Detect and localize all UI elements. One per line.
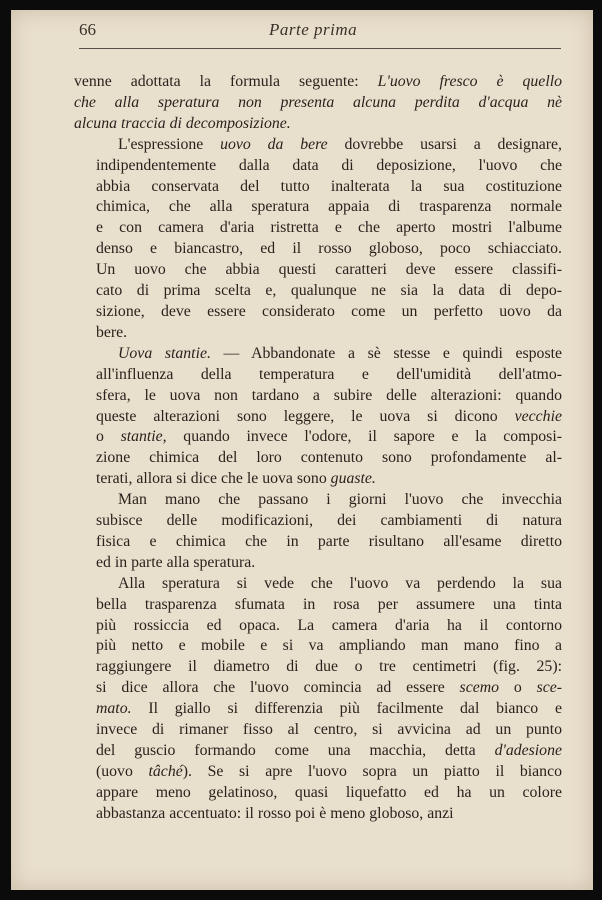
text-span: cato di prima scelta e, qualunque ne sia la data di depo- [96, 282, 562, 300]
italic-text: vecchie [514, 407, 562, 425]
text-line [74, 135, 562, 156]
text-line [74, 302, 562, 323]
italic-text: d'adesione [494, 742, 562, 759]
header-rule [79, 48, 561, 49]
text-span: bella trasparenza sfumata in rosa per assumere una tinta [96, 595, 562, 613]
text-line [74, 218, 562, 239]
paragraph-4 [74, 490, 562, 574]
text-span: si dice allora che l'uovo comincia ad essere [96, 679, 460, 697]
text-span: Man mano che passano i giorni l'uovo che invecchia [118, 491, 562, 509]
text-span: e con camera d'aria ristretta e che aperto mostri l'albume [96, 219, 562, 237]
italic-text: mato. [96, 700, 132, 718]
text-span: zione chimica del loro contenuto sono profondamente al- [96, 449, 562, 467]
italic-text: guaste. [330, 470, 376, 488]
text-line [74, 657, 562, 678]
text-span: Un uovo che abbia questi caratteri deve essere classifi- [96, 261, 562, 279]
text-line [74, 720, 562, 741]
italic-text: sce- [536, 679, 563, 697]
text-line [74, 93, 562, 114]
text-line [74, 469, 562, 490]
text-span: subisce delle modificazioni, dei cambiamenti di natura [96, 512, 562, 530]
text-span: più netto e mobile e si va ampliando man mano fino a [96, 637, 562, 655]
text-line [74, 407, 562, 428]
text-line [74, 490, 562, 511]
text-span: sizione, deve essere considerato come un perfetto uovo da [96, 302, 562, 320]
text-line [74, 344, 562, 365]
paragraph-2 [74, 135, 562, 344]
text-span: terati, allora si dice che le uova sono [96, 470, 331, 488]
text-line [74, 448, 562, 469]
text-line [74, 553, 562, 574]
text-span: venne adottata la formula seguente: [74, 73, 378, 90]
text-line [74, 114, 562, 135]
text-span: quando invece l'odore, il sapore e la composi- [166, 428, 562, 446]
text-line [74, 699, 562, 720]
text-line [74, 511, 562, 532]
text-span: L'espressione [118, 135, 221, 153]
text-span: indipendentemente dalla data di deposizione, l'uovo che [96, 156, 562, 174]
text-span: denso e biancastro, ed il rosso globoso, poco schiacciato. [96, 240, 562, 258]
text-span: o [499, 679, 537, 697]
text-line [74, 741, 562, 762]
paragraph-1 [74, 72, 562, 135]
text-line [74, 532, 562, 553]
text-span: sfera, le uova non tardano a subire delle alterazioni: quando [96, 386, 562, 404]
text-span: o [96, 428, 121, 446]
italic-text: L'uovo fresco è quello [377, 73, 562, 90]
italic-text: scemo [459, 679, 500, 697]
text-line [74, 636, 562, 657]
text-span: abbia conservata del tutto inalterata la sua costituzione [96, 177, 562, 195]
text-line [74, 239, 562, 260]
paragraph-3 [74, 344, 562, 490]
text-span: invece di rimaner fisso al centro, si avvicina ad un punto [96, 721, 562, 739]
book-page [11, 10, 593, 890]
text-line [74, 762, 562, 783]
text-line [74, 595, 562, 616]
text-span: bere. [96, 323, 128, 341]
body-text [74, 72, 562, 825]
italic-text: alcuna traccia di decomposizione. [74, 114, 291, 132]
text-line [74, 260, 562, 281]
text-line [74, 783, 562, 804]
running-head: Parte prima [269, 20, 358, 39]
text-line [74, 177, 562, 198]
text-span: ). Se si apre l'uovo sopra un piatto il bianco [182, 762, 562, 780]
text-span: del guscio formando come una macchia, detta [96, 742, 495, 759]
text-span: raggiungere il diametro di due o tre centimetri (fig. 25): [96, 658, 562, 676]
italic-text: Uova stantie. [118, 344, 211, 362]
page-header [11, 10, 593, 54]
text-line [74, 427, 562, 448]
page-number: 66 [79, 20, 96, 39]
text-line [74, 197, 562, 218]
text-line [74, 386, 562, 407]
text-span: queste alterazioni sono leggere, le uova si dicono [96, 407, 515, 425]
text-span: chimica, che alla speratura appaia di trasparenza normale [96, 198, 562, 216]
text-line [74, 804, 562, 825]
italic-text: tâché [148, 762, 183, 780]
text-span: fisica e chimica che in parte risultano all'esame diretto [96, 532, 562, 550]
italic-text: uovo da bere [220, 135, 328, 153]
text-line [74, 678, 562, 699]
text-line [74, 323, 562, 344]
italic-text: che alla speratura non presenta alcuna perdita d'acqua nè [74, 93, 562, 111]
text-line [74, 365, 562, 386]
italic-text: stantie, [120, 428, 167, 446]
text-span: — Abbandonate a sè stesse e quindi esposte [210, 344, 562, 362]
text-span: appare meno gelatinoso, quasi liquefatto ed ha un colore [96, 783, 562, 801]
text-span: abbastanza accentuato: il rosso poi è meno globoso, anzi [96, 804, 454, 822]
text-span: ed in parte alla speratura. [96, 553, 256, 571]
text-span: Il giallo si differenzia più facilmente dal bianco e [131, 700, 562, 718]
text-line [74, 156, 562, 177]
text-line [74, 574, 562, 595]
text-span: dovrebbe usarsi a designare, [327, 135, 562, 153]
text-line [74, 72, 562, 93]
text-line [74, 616, 562, 637]
text-span: Alla speratura si vede che l'uovo va perdendo la sua [118, 574, 562, 592]
text-span: (uovo [96, 762, 149, 780]
text-span: più rossiccia ed opaca. La camera d'aria ha il contorno [96, 616, 562, 634]
text-span: all'influenza della temperatura e dell'umidità dell'atmo- [96, 365, 562, 383]
text-line [74, 281, 562, 302]
paragraph-5 [74, 574, 562, 825]
